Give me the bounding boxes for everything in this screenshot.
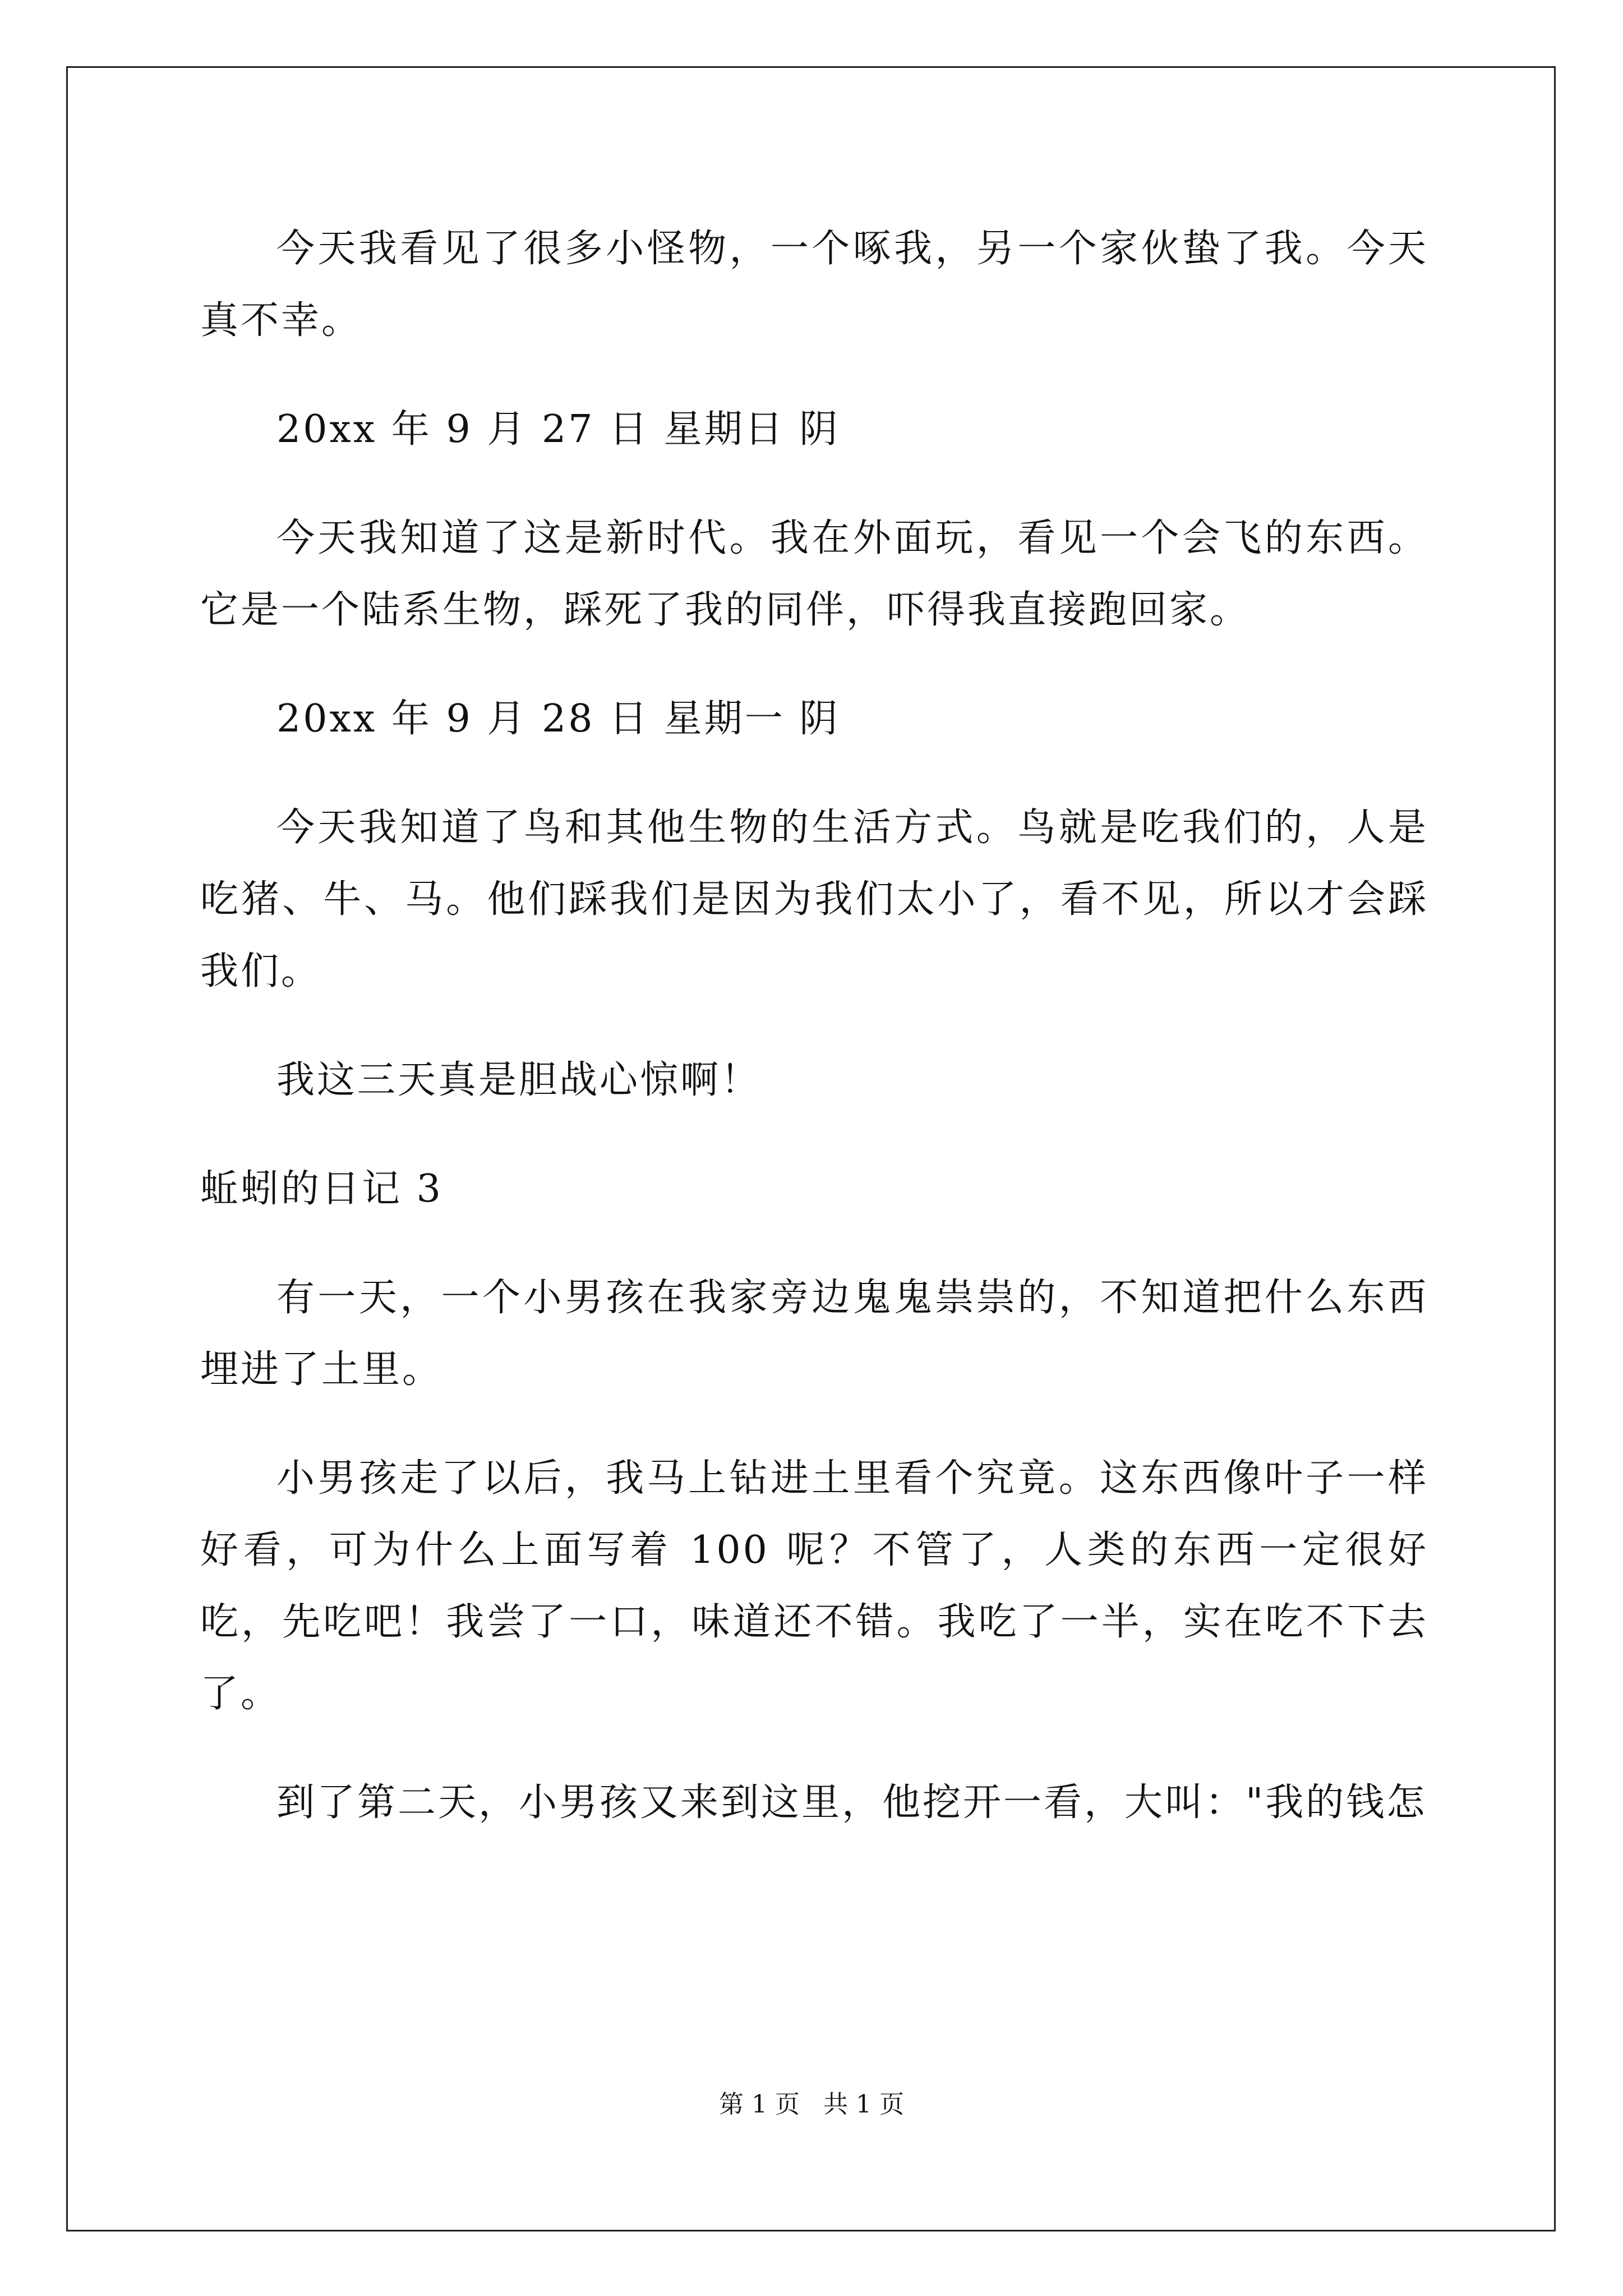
section-heading: 蚯蚓的日记 3 xyxy=(200,1167,443,1211)
document-body xyxy=(200,213,1428,1876)
paragraph-4: 我这三天真是胆战心惊啊！ xyxy=(276,1058,762,1102)
page-footer xyxy=(0,2088,1623,2122)
date-line-2: 20xx 年 9 月 28 日 星期一 阴 xyxy=(276,697,840,741)
paragraph-5: 有一天，一个小男孩在我家旁边鬼鬼祟祟的，不知道把什么东西埋进了土里。 xyxy=(200,1276,1428,1392)
page-total: 共 1 页 xyxy=(823,2090,904,2119)
paragraph-3: 今天我知道了鸟和其他生物的生活方式。鸟就是吃我们的，人是吃猪、牛、马。他们踩我们是因为我们太小了，看不见，所以才会踩我们。 xyxy=(200,806,1428,993)
page-number: 第 1 页 xyxy=(719,2090,800,2119)
paragraph-7: 到了第二天，小男孩又来到这里，他挖开一看，大叫："我的钱怎 xyxy=(276,1780,1427,1825)
paragraph-2: 今天我知道了这是新时代。我在外面玩，看见一个会飞的东西。它是一个陆系生物，踩死了我的同伴，吓得我直接跑回家。 xyxy=(200,516,1428,632)
paragraph-6: 小男孩走了以后，我马上钻进土里看个究竟。这东西像叶子一样好看，可为什么上面写着 100 呢？不管了，人类的东西一定很好吃，先吃吧！我尝了一口，味道还不错。我吃了一半，实在吃不下去了。 xyxy=(200,1456,1428,1716)
paragraph-1: 今天我看见了很多小怪物，一个啄我，另一个家伙蛰了我。今天真不幸。 xyxy=(200,227,1428,343)
date-line-1: 20xx 年 9 月 27 日 星期日 阴 xyxy=(276,407,840,452)
